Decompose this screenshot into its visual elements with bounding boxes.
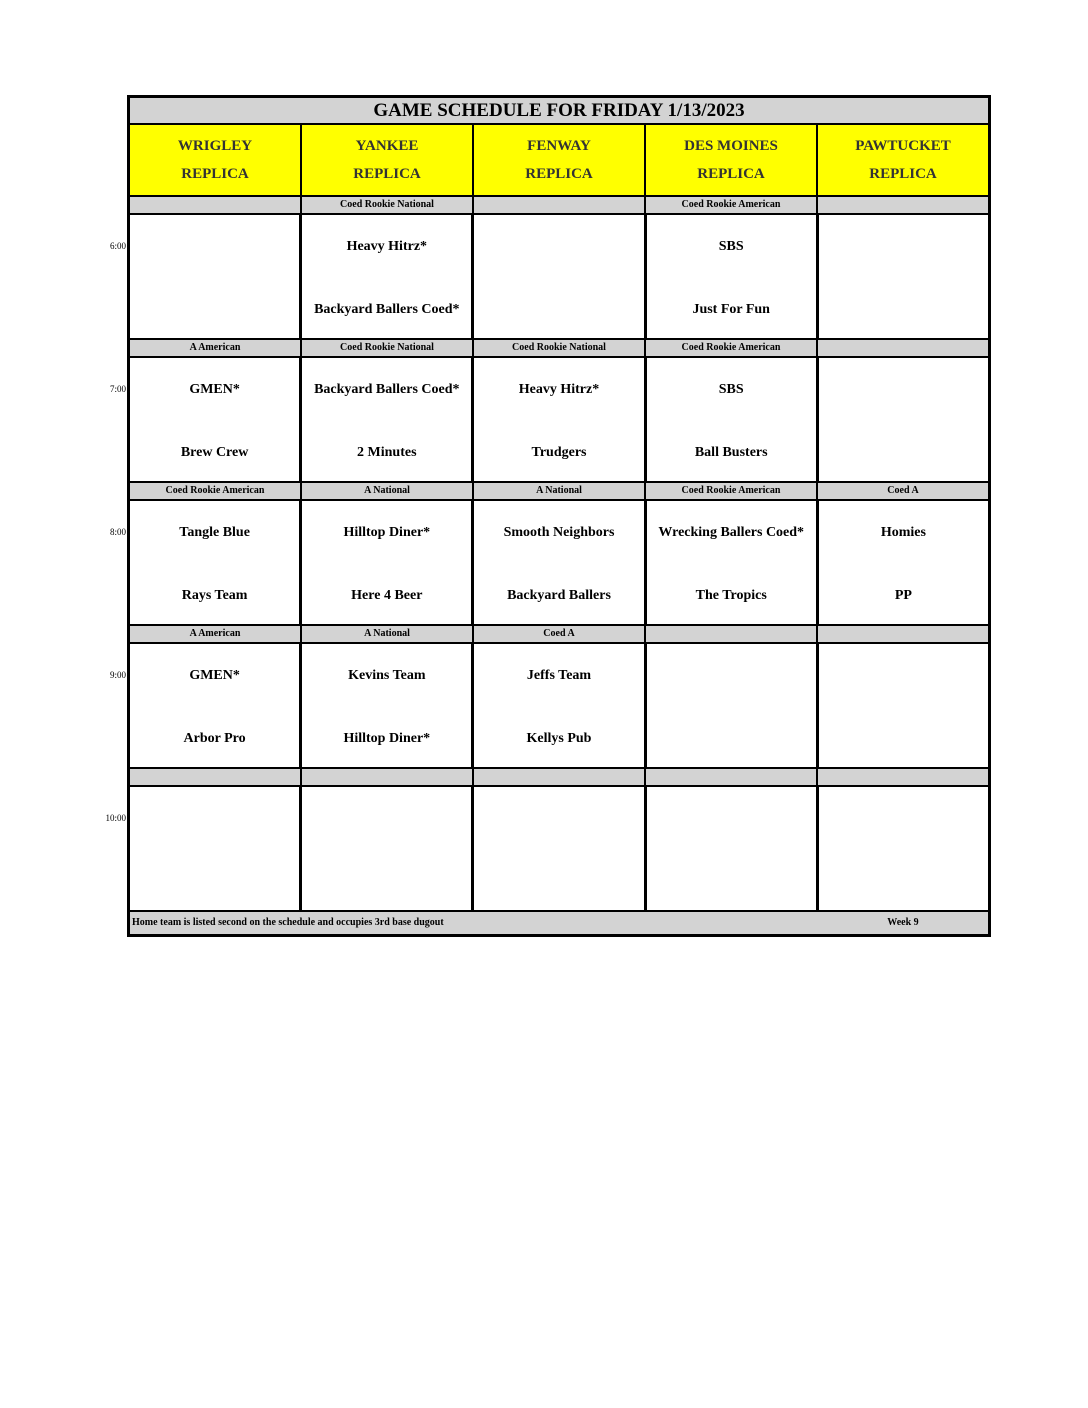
- game-cell: [819, 215, 988, 338]
- time-label: 9:00: [109, 670, 126, 680]
- time-slot-block: [109, 197, 988, 340]
- game-cell: [819, 501, 988, 624]
- schedule-frame: [105, 95, 991, 937]
- game-cell: [474, 501, 646, 624]
- home-team: Backyard Ballers: [507, 588, 611, 603]
- home-team: Arbor Pro: [183, 731, 246, 746]
- division-label: A National: [302, 626, 474, 642]
- division-label: Coed Rookie National: [302, 340, 474, 356]
- time-slots: [105, 197, 988, 912]
- division-label: [130, 769, 302, 785]
- field-header-des-moines: [646, 125, 818, 195]
- division-label: Coed A: [818, 483, 988, 499]
- home-team: Backyard Ballers Coed*: [314, 302, 460, 317]
- field-header-wrigley: [130, 125, 302, 195]
- visiting-team: GMEN*: [189, 668, 240, 683]
- time-slot-block: [109, 626, 988, 769]
- game-cell: [647, 358, 819, 481]
- game-cell: [647, 644, 819, 767]
- division-row: [130, 197, 988, 215]
- home-team: Ball Busters: [694, 445, 768, 460]
- home-team: Just For Fun: [692, 302, 770, 317]
- game-cell: [130, 358, 302, 481]
- division-row: [130, 769, 988, 787]
- field-header-yankee: [302, 125, 474, 195]
- visiting-team: Jeffs Team: [526, 668, 592, 683]
- game-cell: [474, 787, 646, 910]
- game-cell: [130, 787, 302, 910]
- time-label: 7:00: [109, 384, 126, 394]
- footer-note: Home team is listed second on the schedule and occupies 3rd base dugout: [132, 917, 444, 928]
- home-team: The Tropics: [695, 588, 767, 603]
- time-label: 6:00: [109, 241, 126, 251]
- field-name: YANKEE: [355, 138, 419, 154]
- visiting-team: Wrecking Ballers Coed*: [658, 525, 805, 540]
- field-name: DES MOINES: [684, 138, 778, 154]
- field-subtitle: REPLICA: [869, 166, 937, 182]
- visiting-team: Kevins Team: [348, 668, 426, 683]
- division-label: [302, 769, 474, 785]
- game-cell: [130, 501, 302, 624]
- game-cell: [819, 358, 988, 481]
- division-label: [818, 626, 988, 642]
- field-subtitle: REPLICA: [353, 166, 421, 182]
- visiting-team: Hilltop Diner*: [343, 525, 431, 540]
- field-header-pawtucket: [818, 125, 988, 195]
- game-cell: [302, 358, 474, 481]
- visiting-team: Tangle Blue: [179, 525, 250, 540]
- field-subtitle: REPLICA: [525, 166, 593, 182]
- home-team: Rays Team: [181, 588, 248, 603]
- game-cell: [647, 501, 819, 624]
- game-cell: [130, 215, 302, 338]
- game-row: [130, 358, 988, 483]
- time-label: 8:00: [109, 527, 126, 537]
- game-row: [130, 215, 988, 340]
- division-label: A American: [130, 626, 302, 642]
- visiting-team: Smooth Neighbors: [503, 525, 615, 540]
- game-cell: [130, 644, 302, 767]
- home-team: Kellys Pub: [526, 731, 592, 746]
- division-label: A National: [474, 483, 646, 499]
- field-header-fenway: [474, 125, 646, 195]
- visiting-team: Heavy Hitrz*: [518, 382, 600, 397]
- field-name: FENWAY: [527, 138, 591, 154]
- division-label: [474, 769, 646, 785]
- visiting-team: Heavy Hitrz*: [346, 239, 428, 254]
- game-row: [130, 787, 988, 912]
- home-team: Hilltop Diner*: [343, 731, 431, 746]
- game-cell: [819, 644, 988, 767]
- division-label: A American: [130, 340, 302, 356]
- division-label: [818, 197, 988, 213]
- time-slot-block: [109, 340, 988, 483]
- schedule-table: [105, 95, 991, 937]
- game-row: [130, 501, 988, 626]
- field-name: PAWTUCKET: [855, 138, 951, 154]
- game-cell: [819, 787, 988, 910]
- visiting-team: Backyard Ballers Coed*: [314, 382, 460, 397]
- time-label: 10:00: [105, 813, 126, 823]
- division-label: Coed Rookie National: [474, 340, 646, 356]
- division-row: [130, 483, 988, 501]
- division-label: Coed Rookie American: [646, 197, 818, 213]
- game-cell: [302, 215, 474, 338]
- game-cell: [302, 644, 474, 767]
- division-label: [818, 769, 988, 785]
- division-label: [646, 626, 818, 642]
- home-team: Trudgers: [531, 445, 587, 460]
- game-cell: [647, 215, 819, 338]
- division-label: [818, 340, 988, 356]
- division-label: Coed Rookie National: [302, 197, 474, 213]
- home-team: PP: [894, 588, 912, 603]
- game-cell: [302, 787, 474, 910]
- game-cell: [302, 501, 474, 624]
- game-row: [130, 644, 988, 769]
- visiting-team: Homies: [880, 525, 926, 540]
- division-row: [130, 626, 988, 644]
- division-label: Coed Rookie American: [646, 483, 818, 499]
- field-name: WRIGLEY: [177, 138, 253, 154]
- division-label: A National: [302, 483, 474, 499]
- field-subtitle: REPLICA: [181, 166, 249, 182]
- schedule-title: GAME SCHEDULE FOR FRIDAY 1/13/2023: [130, 98, 988, 125]
- time-slot-block: [105, 769, 988, 912]
- field-subtitle: REPLICA: [697, 166, 765, 182]
- game-cell: [474, 358, 646, 481]
- home-team: Here 4 Beer: [351, 588, 423, 603]
- visiting-team: SBS: [718, 239, 744, 254]
- division-label: [646, 769, 818, 785]
- division-row: [130, 340, 988, 358]
- footer-row: [130, 912, 988, 934]
- visiting-team: GMEN*: [189, 382, 240, 397]
- home-team: Brew Crew: [180, 445, 249, 460]
- game-cell: [474, 644, 646, 767]
- field-header-row: [130, 125, 988, 197]
- division-label: Coed Rookie American: [130, 483, 302, 499]
- time-slot-block: [109, 483, 988, 626]
- week-label: Week 9: [887, 917, 919, 928]
- division-label: Coed A: [474, 626, 646, 642]
- game-cell: [647, 787, 819, 910]
- home-team: 2 Minutes: [357, 445, 417, 460]
- division-label: [474, 197, 646, 213]
- game-cell: [474, 215, 646, 338]
- visiting-team: SBS: [718, 382, 744, 397]
- division-label: [130, 197, 302, 213]
- division-label: Coed Rookie American: [646, 340, 818, 356]
